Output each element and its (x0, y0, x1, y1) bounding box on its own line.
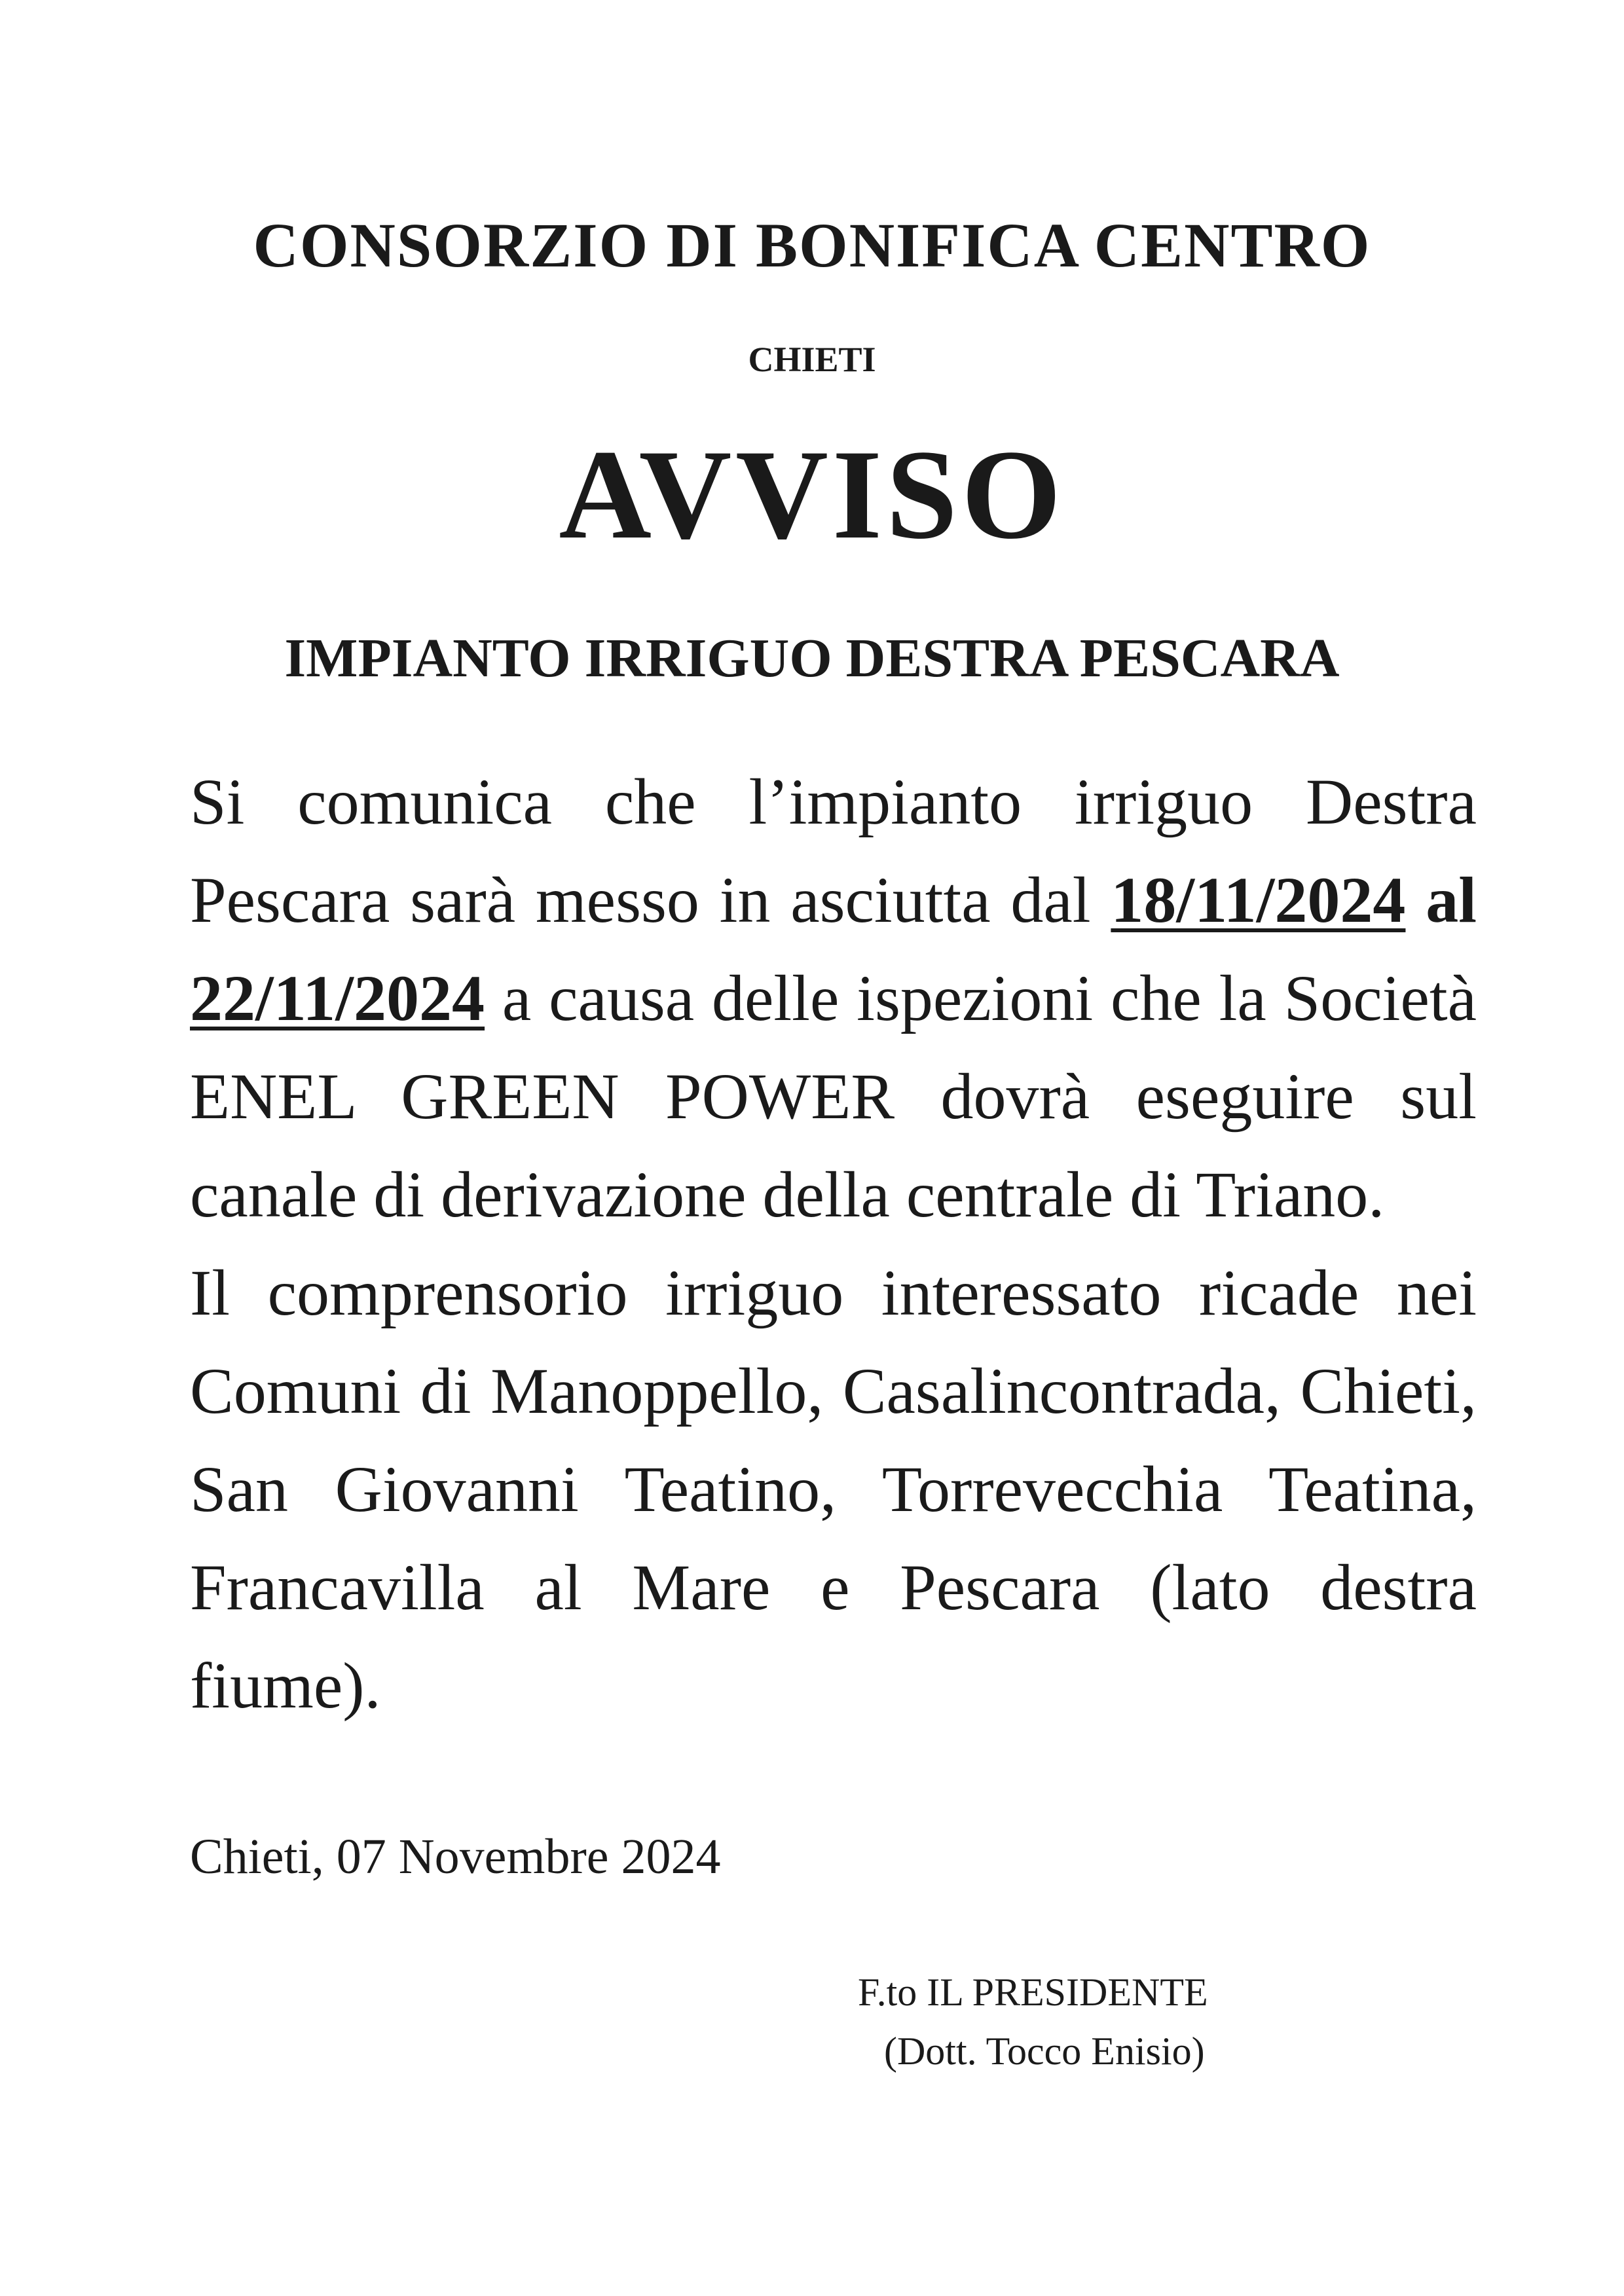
organization-name: CONSORZIO DI BONIFICA CENTRO (253, 210, 1371, 280)
paragraph-1-text-end: a causa delle ispezioni che la Società ENEL GREEN POWER dovrà eseguire sul canale di derivazione della centrale di Triano. (190, 962, 1477, 1231)
place-and-date: Chieti, 07 Novembre 2024 (190, 1829, 721, 1884)
notice-paragraph-2: Il comprensorio irriguo interessato ricade nei Comuni di Manoppello, Casalincontrada, Chieti, San Giovanni Teatino, Torrevecchia Teatina, Francavilla al Mare e Pescara (lato destra fiume). (190, 1256, 1477, 1722)
notice-subject: IMPIANTO IRRIGUO DESTRA PESCARA (284, 628, 1340, 689)
date-from: 18/11/2024 (1111, 864, 1406, 936)
signature-name: (Dott. Tocco Enisio) (884, 2030, 1205, 2073)
signature-block (858, 1963, 1208, 2081)
paragraph-1-connector: al (1405, 864, 1477, 936)
notice-title: AVVISO (559, 424, 1065, 566)
organization-city: CHIETI (748, 340, 876, 379)
notice-body (190, 753, 1477, 1735)
paragraph-1-text-start: Si comunica che l’impianto irriguo Destra Pescara sarà messo in asciutta dal (190, 765, 1477, 936)
notice-paragraph-1 (190, 753, 1477, 1244)
signature-title: F.to IL PRESIDENTE (858, 1971, 1208, 2014)
date-to: 22/11/2024 (190, 962, 485, 1034)
